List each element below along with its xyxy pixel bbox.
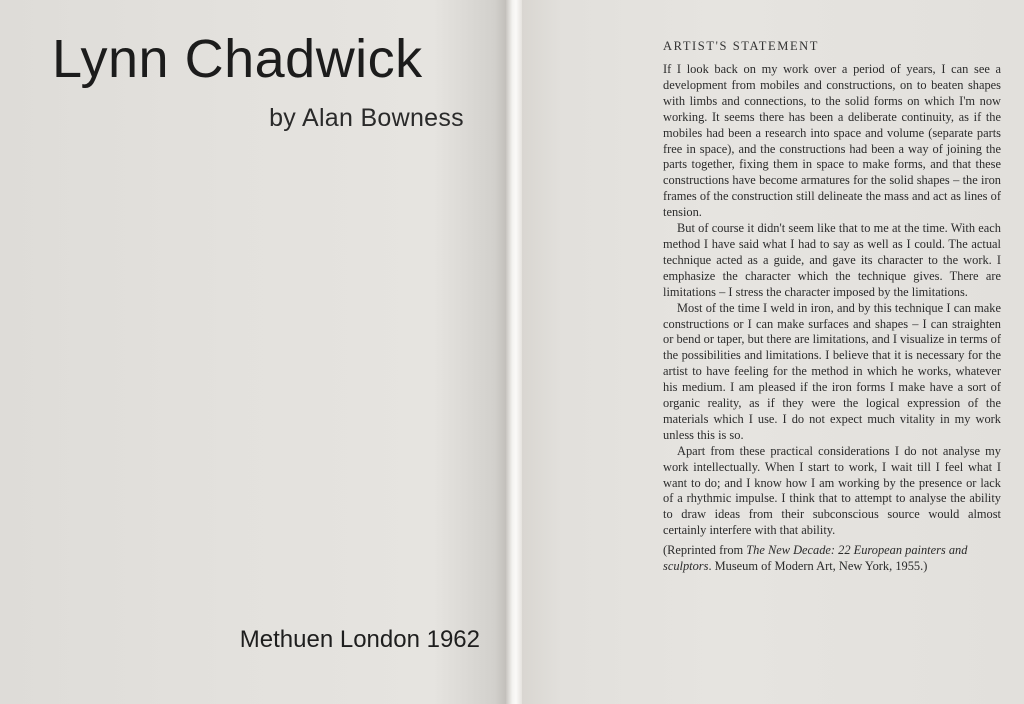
- title-page: [0, 0, 510, 704]
- statement-page: [522, 0, 1024, 704]
- source-book-title: The New Decade: 22 European painters and sculptors: [663, 543, 968, 574]
- source-citation: [663, 543, 1001, 575]
- statement-paragraph: Most of the time I weld in iron, and by this technique I can make constructions or I can make surfaces and shapes – I can straighten or bend or taper, but there are limitations, and I visualize in terms of the possibilities and limitations. I believe that it is necessary for the artist to have feeling for the method in which he works, whatever his medium. I am pleased if the iron forms I make have a sort of organic reality, as if they were the logical expression of the materials which I use. I do not expect much vitality in my work unless this is so.: [663, 300, 1001, 442]
- statement-paragraph: If I look back on my work over a period of years, I can see a development from mobiles and constructions, on to beaten shapes with limbs and connections, to the solid forms on which I'm now working. It seems there has been a deliberate continuity, as if the mobiles had been a research into space and volume (separate parts free in space), and the constructions had been a way of joining the parts together, fixing them in space to make forms, and that these constructions have become armatures for the solid shapes – the iron frames of the construction still delineate the mass and act as lines of tension.: [663, 62, 1001, 220]
- source-suffix: . Museum of Modern Art, New York, 1955.): [708, 559, 928, 574]
- book-title: Lynn Chadwick: [52, 29, 423, 89]
- statement-body: [663, 62, 1001, 575]
- statement-paragraph: Apart from these practical considerations I do not analyse my work intellectually. When I start to work, I wait till I feel what I want to do; and I know how I am working by the presence or lack of a rhythmic impulse. I think that to attempt to analyse the ability to draw ideas from their subconscious source would almost certainly interfere with that ability.: [663, 443, 1001, 538]
- publisher-imprint: Methuen London 1962: [239, 626, 480, 653]
- statement-paragraph: But of course it didn't seem like that to me at the time. With each method I have said what I had to say as well as I could. The actual technique acted as a guide, and gave its character to the work. I emphasize the character which the technique gives. There are limitations – I stress the character imposed by the limitations.: [663, 221, 1001, 299]
- author-byline: by Alan Bowness: [269, 104, 464, 132]
- statement-heading: ARTIST'S STATEMENT: [663, 39, 820, 53]
- source-prefix: (Reprinted from: [663, 543, 747, 558]
